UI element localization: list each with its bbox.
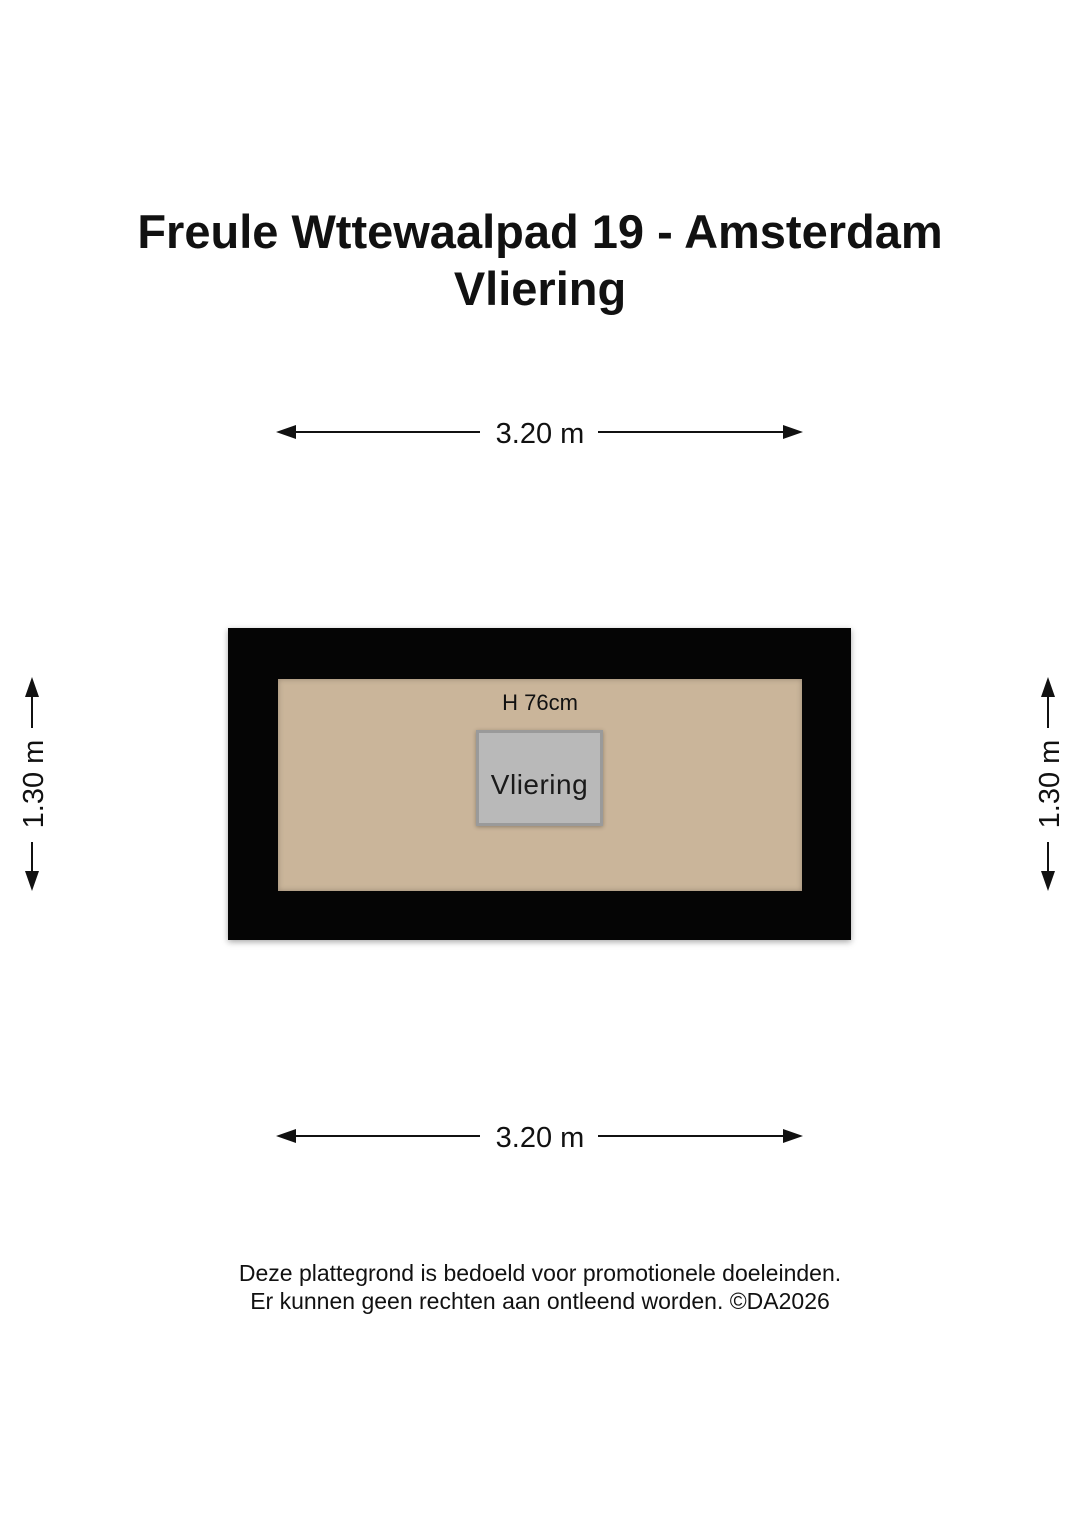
page-subtitle: Vliering: [453, 262, 627, 315]
arrow-down-icon: [1041, 871, 1055, 891]
right-depth-dimension: [1034, 677, 1066, 891]
page-title: Freule Wttewaalpad 19 - Amsterdam: [137, 205, 943, 258]
arrow-up-icon: [1041, 677, 1055, 697]
bottom-width-label: 3.20 m: [495, 1122, 585, 1154]
disclaimer-line-1: Deze plattegrond is bedoeld voor promotionele doeleinden.: [238, 1260, 842, 1286]
arrow-right-icon: [783, 425, 803, 439]
height-label: H 76cm: [502, 690, 578, 715]
left-depth-label: 1.30 m: [18, 739, 50, 829]
arrow-left-icon: [276, 1129, 296, 1143]
arrow-up-icon: [25, 677, 39, 697]
arrow-right-icon: [783, 1129, 803, 1143]
attic-hatch: [476, 730, 603, 826]
bottom-width-dimension: [276, 1122, 803, 1154]
top-width-dimension: [276, 418, 803, 450]
arrow-left-icon: [276, 425, 296, 439]
arrow-down-icon: [25, 871, 39, 891]
left-depth-dimension: [18, 677, 50, 891]
disclaimer-line-2: Er kunnen geen rechten aan ontleend worden. ©DA2026: [250, 1288, 830, 1314]
right-depth-label: 1.30 m: [1034, 739, 1066, 829]
hatch-label: Vliering: [490, 769, 589, 800]
top-width-label: 3.20 m: [495, 418, 585, 450]
